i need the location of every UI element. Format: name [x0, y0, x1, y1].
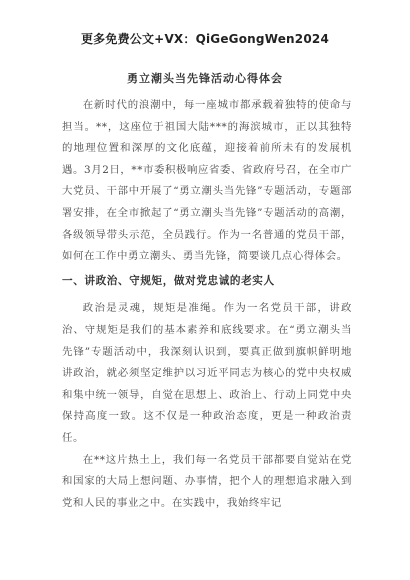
section-1-paragraph-2: 在**这片热土上，我们每一名党员干部都要自觉站在党和国家的大局上想问题、办事情，把个人的理想追求融入到党和人民的事业之中。在实践中，我始终牢记	[62, 453, 352, 509]
intro-paragraph: 在新时代的浪潮中，每一座城市都承载着独特的使命与担当。**，这座位于祖国大陆***的海滨城市，正以其独特的地理位置和深厚的文化底蕴，迎接着前所未有的发展机遇。3月2日，**市委积极响应省委、省政府号召，在全市广大党员、干部中开展了“勇立潮头当先锋”专题活动，专题部署安排，在全市掀起了“勇立潮头当先锋”专题活动的高潮，各级领导带头示范，全员践行。作为一名普通的党员干部，如何在工作中勇立潮头、勇当先锋，简要谈几点心得体会。	[62, 99, 352, 263]
section-heading-1: 一、讲政治、守规矩，做对党忠诚的老实人	[62, 274, 275, 287]
promo-header: 更多免费公文+VX：QiGeGongWen2024	[80, 32, 329, 46]
document-title: 勇立潮头当先锋活动心得体会	[127, 72, 283, 85]
document-body	[62, 95, 352, 514]
section-1-paragraph-1: 政治是灵魂，规矩是准绳。作为一名党员干部，讲政治、守规矩是我们的基本素养和底线要求。在“勇立潮头当先锋”专题活动中，我深刻认识到，要真正做到旗帜鲜明地讲政治，就必须坚定维护以习近平同志为核心的党中央权威和集中统一领导，自觉在思想上、政治上、行动上同党中央保持高度一致。这不仅是一种政治态度，更是一种政治责任。	[62, 302, 352, 444]
